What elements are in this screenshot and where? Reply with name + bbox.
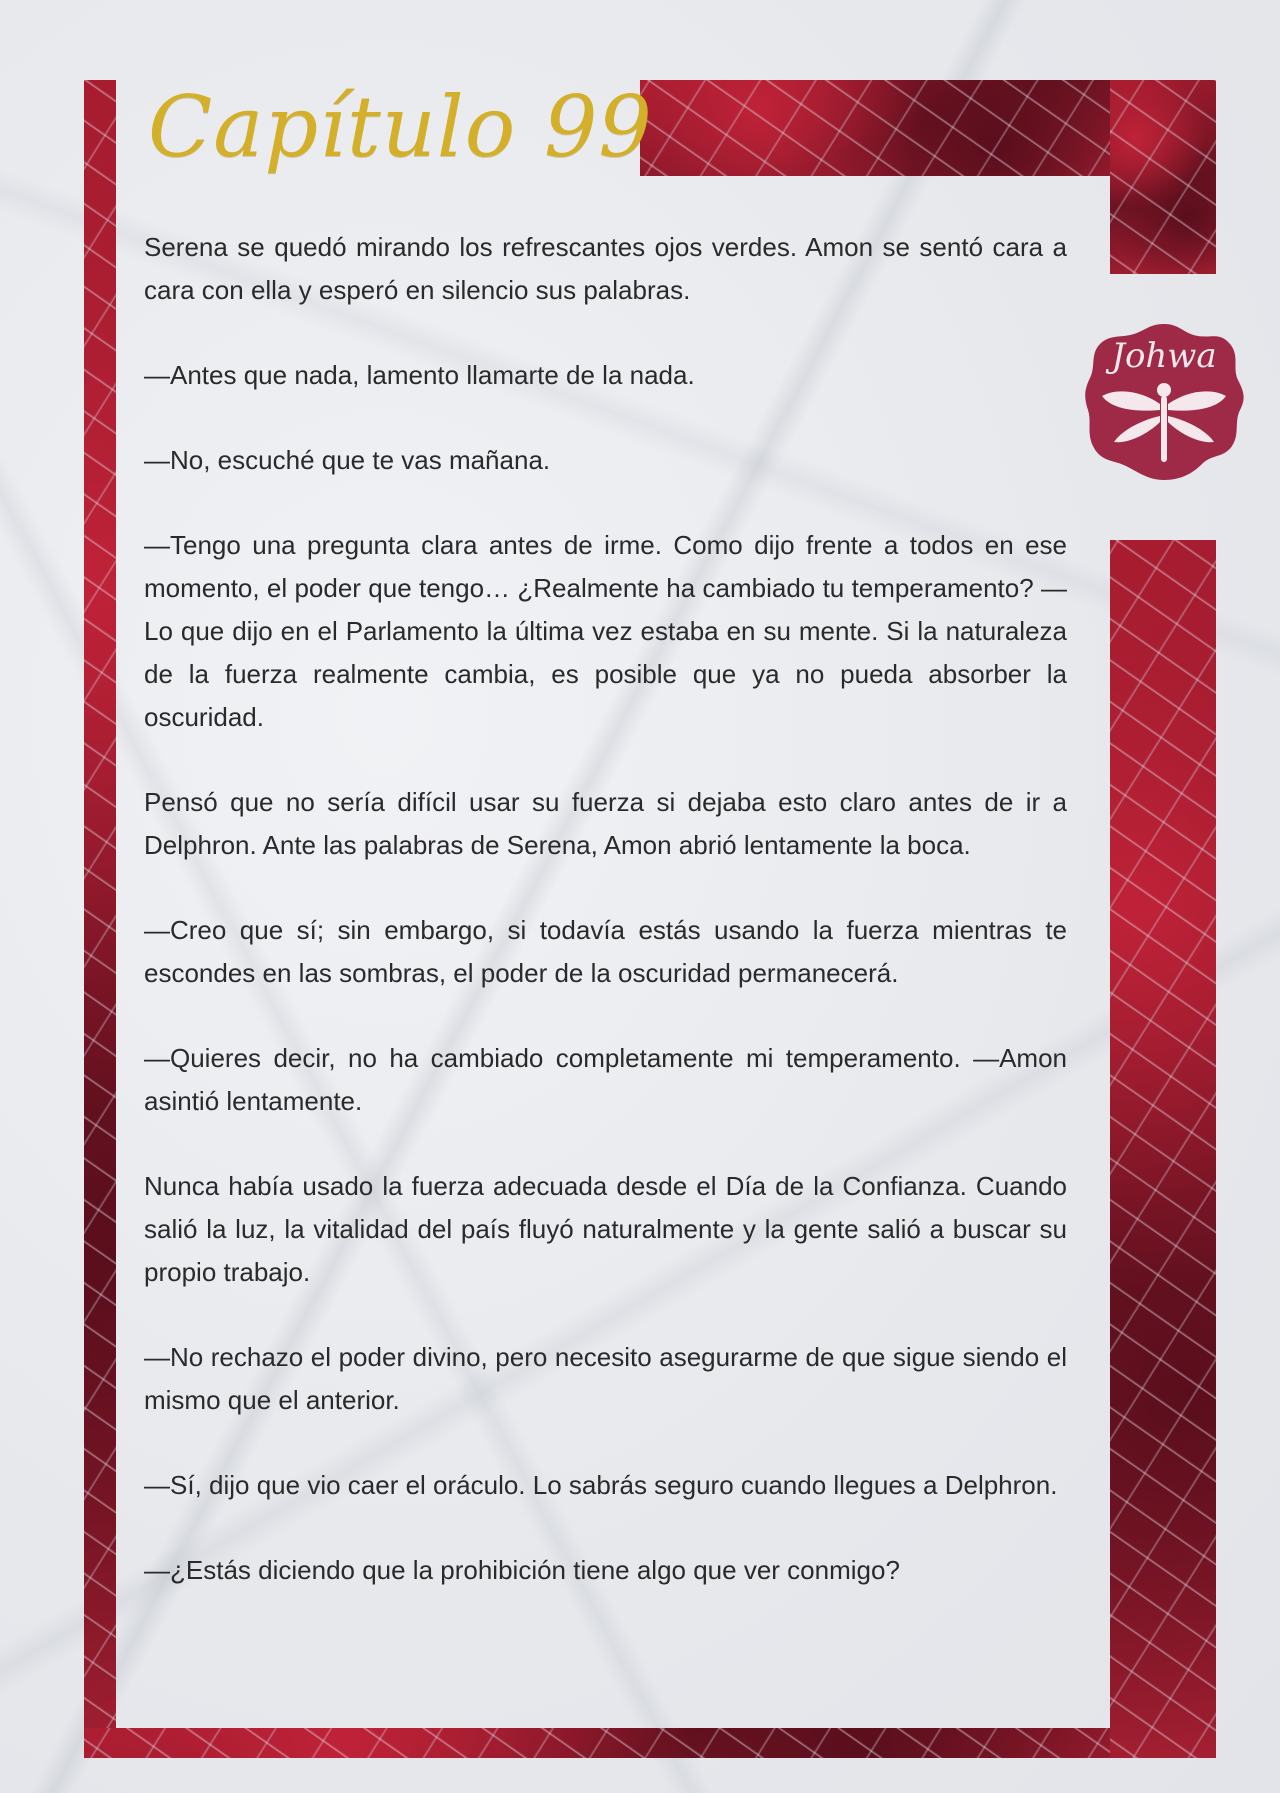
paragraph: —Antes que nada, lamento llamarte de la nada. (144, 360, 695, 390)
paragraph: —Creo que sí; sin embargo, si todavía estás usando la fuerza mientras te escondes en las sombras, el poder de la oscuridad permanecerá. (144, 915, 1067, 988)
seal-text: Johwa (1111, 336, 1217, 376)
paragraph: —Tengo una pregunta clara antes de irme. Como dijo frente a todos en ese momento, el poder que tengo… ¿Realmente ha cambiado tu temperamento? —Lo que dijo en el Parlamento la última vez estaba en su mente. Si la naturaleza de la fuerza realmente cambia, es posible que ya no pueda absorber la oscuridad. (144, 530, 1067, 732)
marble-border-right-top (1110, 80, 1216, 274)
paragraph: —No rechazo el poder divino, pero necesito asegurarme de que sigue siendo el mismo que el anterior. (144, 1342, 1067, 1415)
paragraph: Serena se quedó mirando los refrescantes ojos verdes. Amon se sentó cara a cara con ella y esperó en silencio sus palabras. (144, 232, 1067, 305)
paragraph: —¿Estás diciendo que la prohibición tiene algo que ver conmigo? (144, 1555, 900, 1585)
marble-border-left (84, 80, 116, 1758)
paragraph: —Sí, dijo que vio caer el oráculo. Lo sabrás seguro cuando llegues a Delphron. (144, 1470, 1058, 1500)
chapter-title: Capítulo 99 (148, 78, 653, 176)
marble-border-top (640, 80, 1116, 176)
paragraph: —Quieres decir, no ha cambiado completamente mi temperamento. —Amon asintió lentamente. (144, 1043, 1067, 1116)
paragraph: Pensó que no sería difícil usar su fuerza si dejaba esto claro antes de ir a Delphron. Ante las palabras de Serena, Amon abrió lentamente la boca. (144, 787, 1067, 860)
paragraph: —No, escuché que te vas mañana. (144, 445, 551, 475)
johwa-seal (1080, 318, 1248, 486)
paragraph: Nunca había usado la fuerza adecuada desde el Día de la Confianza. Cuando salió la luz, la vitalidad del país fluyó naturalmente y la gente salió a buscar su propio trabajo. (144, 1171, 1067, 1287)
marble-border-bottom (84, 1728, 1116, 1758)
chapter-body (144, 226, 1067, 1634)
marble-border-right (1110, 540, 1216, 1758)
